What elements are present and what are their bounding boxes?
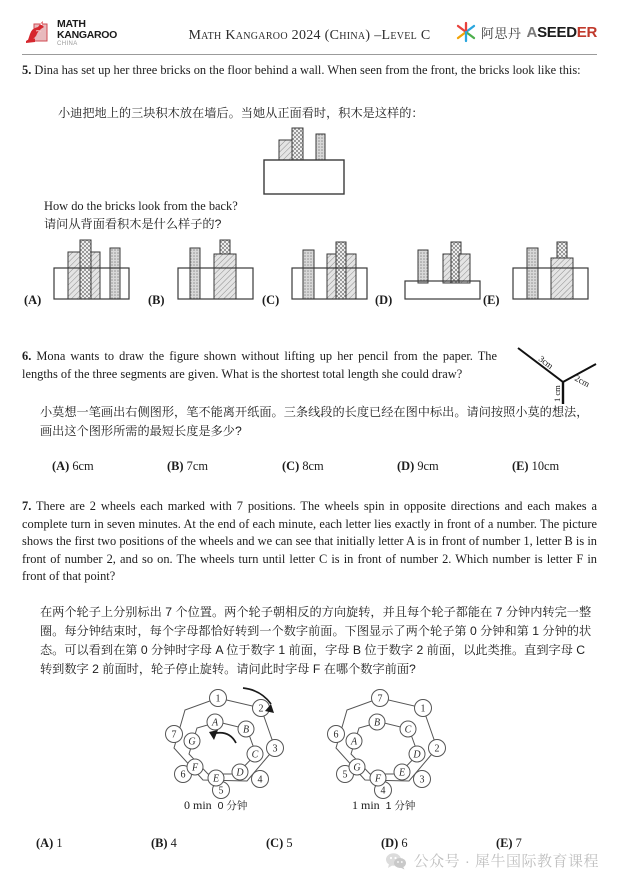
- option-b-q7-value: 4: [170, 836, 177, 850]
- option-b-q6-label: (B): [167, 459, 184, 473]
- wheel1-outer-2: 2: [434, 743, 440, 755]
- aseeder-logo: [455, 19, 597, 45]
- aseeder-wordmark-seed: SEED: [537, 23, 577, 41]
- wheel1-outer-5: 5: [342, 769, 348, 781]
- header-divider: [22, 54, 597, 55]
- option-a-q7-value: 1: [56, 836, 63, 850]
- choice-label-a-q5[interactable]: (A): [24, 293, 42, 307]
- option-d-q6-value: 9cm: [417, 459, 439, 473]
- wheel-caption-0min-cn: 0 分钟: [217, 800, 248, 812]
- question-5-english: [22, 62, 597, 80]
- watermark: [385, 850, 599, 871]
- wheel1-outer-3: 3: [419, 774, 425, 786]
- choice-figure-b-q5[interactable]: [172, 237, 257, 303]
- question-5-number: 5.: [22, 63, 32, 77]
- question-6-options: [52, 459, 617, 474]
- wheel0-inner-B: B: [242, 724, 250, 736]
- wheel1-inner-A: A: [350, 736, 358, 748]
- question-5-chinese: 小迪把地上的三块积木放在墙后。当她从正面看时，积木是这样的：: [58, 106, 424, 120]
- wheel0-outer-1: 1: [215, 693, 221, 705]
- wheel-caption-0min-en: 0 min: [184, 798, 212, 812]
- option-e-q7[interactable]: [496, 836, 611, 851]
- option-a-q6[interactable]: [52, 459, 167, 474]
- wheel0-outer-4: 4: [257, 774, 263, 786]
- page-title: Math Kangaroo 2024 (China) –Level C: [188, 28, 431, 43]
- option-b-q6-value: 7cm: [186, 459, 208, 473]
- question-6-number: 6.: [22, 349, 32, 363]
- question-7-number: 7.: [22, 499, 32, 513]
- question-7-english-text: There are 2 wheels each marked with 7 positions. The wheels spin in opposite directions and each makes a complete turn in seven minutes. At the end of each minute, each letter lies exactly in front of a number. The picture shows the first two positions of the wheels and we can see that initially letter A is in front of number 1, letter B is in front of number 2, and so on. The wheels turn until letter C is in front of number 2. Which number is letter F in front of that point?: [22, 499, 598, 583]
- option-a-q6-label: (A): [52, 459, 70, 473]
- option-a-q7[interactable]: [36, 836, 151, 851]
- option-c-q6-label: (C): [282, 459, 300, 473]
- wheel0-outer-3: 3: [272, 743, 278, 755]
- watermark-text: 公众号 · 犀牛国际教育课程: [413, 853, 599, 870]
- option-c-q7-label: (C): [266, 836, 284, 850]
- wheel1-outer-6: 6: [333, 729, 339, 741]
- logo-line-3: CHINA: [57, 41, 78, 47]
- aseeder-chinese-name: 阿思丹: [481, 25, 522, 41]
- question-5-english-2: How do the bricks look from the back?: [44, 199, 238, 213]
- aseeder-wordmark-er: ER: [576, 23, 597, 41]
- wheel0-inner-C: C: [251, 749, 259, 761]
- wheel1-inner-C: C: [404, 724, 412, 736]
- aseeder-wordmark-a: A: [526, 23, 538, 41]
- logo-line-1: MATH: [57, 18, 86, 30]
- wheel1-inner-D: D: [413, 749, 421, 761]
- logo-line-2: KANGAROO: [57, 28, 118, 41]
- option-d-q7-value: 6: [401, 836, 408, 850]
- wheel0-outer-7: 7: [171, 729, 177, 741]
- option-b-q7-label: (B): [151, 836, 168, 850]
- question-7-options: [36, 836, 611, 851]
- question-6-figure: [508, 344, 603, 406]
- wheel0-inner-F: F: [191, 762, 199, 774]
- wheel1-inner-G: G: [353, 762, 361, 774]
- wheel0-inner-D: D: [236, 767, 244, 779]
- wheel0-inner-G: G: [188, 736, 196, 748]
- question-7-english: [22, 498, 597, 586]
- wechat-icon: [385, 852, 407, 870]
- wheel1-outer-4: 4: [380, 785, 386, 797]
- option-e-q7-value: 7: [515, 836, 522, 850]
- wheel-diagram-0min: [163, 686, 298, 796]
- option-e-q7-label: (E): [496, 836, 513, 850]
- choice-label-b-q5[interactable]: (B): [148, 293, 165, 307]
- segment-label-3cm: 3cm: [536, 353, 556, 371]
- wheel1-inner-E: E: [398, 767, 406, 779]
- option-e-q6-value: 10cm: [531, 459, 560, 473]
- wheel1-inner-F: F: [374, 773, 382, 785]
- question-5-english-text: Dina has set up her three bricks on the floor behind a wall. When seen from the front, the bricks look like this:: [34, 63, 581, 77]
- option-c-q7[interactable]: [266, 836, 381, 851]
- wheel1-outer-1: 1: [420, 703, 426, 715]
- segment-label-2cm: 2cm: [573, 372, 592, 390]
- wheel0-inner-A: A: [211, 717, 219, 729]
- wheel-caption-1min-en: 1 min: [352, 798, 380, 812]
- question-6-chinese: 小莫想一笔画出右侧图形，笔不能离开纸面。三条线段的长度已经在图中标出。请问按照小莫的想法，画出这个图形所需的最短长度是多少?: [40, 405, 589, 438]
- page-header: [22, 14, 597, 56]
- option-b-q7[interactable]: [151, 836, 266, 851]
- option-c-q6[interactable]: [282, 459, 397, 474]
- choice-label-c-q5[interactable]: (C): [262, 293, 280, 307]
- choice-label-d-q5[interactable]: (D): [375, 293, 393, 307]
- segment-label-1cm: 1 cm: [552, 385, 562, 402]
- choice-figure-e-q5[interactable]: [507, 237, 592, 303]
- wheel0-outer-6: 6: [180, 769, 186, 781]
- option-c-q6-value: 8cm: [302, 459, 324, 473]
- option-d-q7-label: (D): [381, 836, 399, 850]
- option-a-q6-value: 6cm: [72, 459, 94, 473]
- wheel0-outer-5: 5: [218, 785, 224, 797]
- aseeder-star-icon: [455, 21, 477, 43]
- choice-label-e-q5[interactable]: (E): [483, 293, 500, 307]
- wheel-diagram-1min: [325, 686, 460, 796]
- question-5-front-view-figure: [258, 128, 358, 196]
- aseeder-wordmark: [527, 24, 597, 41]
- option-e-q6[interactable]: [512, 459, 617, 474]
- choice-figure-a-q5[interactable]: [48, 237, 133, 303]
- question-7-chinese: 在两个轮子上分别标出 7 个位置。两个轮子朝相反的方向旋转，并且每个轮子都能在 7 分钟内转完一整圈。每分钟结束时，每个字母都恰好转到一个数字前面。下图显示了两个轮子第 0 分钟和第 1 分钟的状态。可以看到在第 0 分钟时字母 A 位于数字 1 前面，字母 B 位于数字 2 前面，以此类推。直到字母 C 转到数字 2 前面时，轮子停止旋转。请问此时字母 F 在哪个数字前面?: [40, 605, 592, 676]
- wheel0-outer-2: 2: [258, 703, 264, 715]
- choice-figure-d-q5[interactable]: [399, 237, 484, 303]
- option-c-q7-value: 5: [286, 836, 293, 850]
- question-5-chinese-2: 请问从背面看积木是什么样子的?: [44, 217, 222, 231]
- choice-figure-c-q5[interactable]: [286, 237, 371, 303]
- wheel1-outer-7: 7: [377, 693, 383, 705]
- option-b-q6[interactable]: [167, 459, 282, 474]
- option-d-q7[interactable]: [381, 836, 496, 851]
- option-d-q6[interactable]: [397, 459, 512, 474]
- option-d-q6-label: (D): [397, 459, 415, 473]
- option-e-q6-label: (E): [512, 459, 529, 473]
- question-6-english: [22, 348, 497, 383]
- wheel-caption-1min: [352, 798, 415, 813]
- wheel1-inner-B: B: [373, 717, 381, 729]
- wheel-caption-1min-cn: 1 分钟: [385, 800, 416, 812]
- question-6-english-text: Mona wants to draw the figure shown without lifting up her pencil from the paper. The lengths of the three segments are given. What is the shortest total length she could draw?: [22, 349, 497, 381]
- wheel-caption-0min: [184, 798, 247, 813]
- option-a-q7-label: (A): [36, 836, 54, 850]
- wheel0-inner-E: E: [212, 773, 220, 785]
